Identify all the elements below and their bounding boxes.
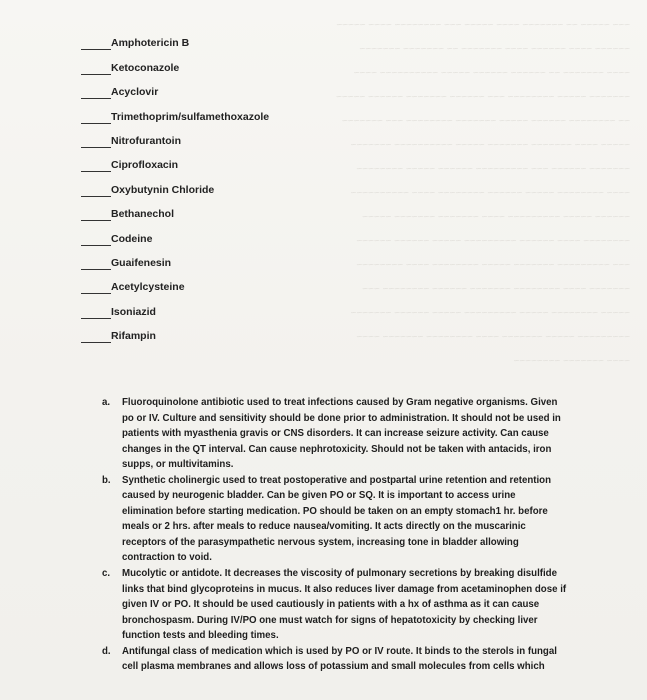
option-line: Mucolytic or antidote. It decreases the viscosity of pulmonary secretions by breaking disulfide	[122, 568, 557, 580]
drug-name: Amphotericin B	[111, 37, 190, 50]
option-line: links that bind glycoproteins in mucus. It also reduces liver damage from acetaminophen dose if	[122, 583, 567, 595]
answer-blank[interactable]	[81, 256, 111, 270]
option-letter: c.	[102, 568, 111, 580]
drug-name: Isoniazid	[111, 305, 156, 318]
answer-blank[interactable]	[81, 110, 111, 124]
drug-name: Ketoconazole	[111, 61, 180, 74]
answer-option-c	[102, 566, 602, 644]
answer-option-b	[102, 473, 602, 566]
answer-blank[interactable]	[81, 158, 111, 172]
match-row-nitrofurantoin	[81, 124, 481, 148]
match-row-isoniazid	[81, 294, 481, 318]
option-line: contraction to void.	[122, 552, 212, 564]
drug-name: Guaifenesin	[111, 256, 172, 269]
match-row-bethanechol	[81, 197, 481, 221]
answer-blank[interactable]	[81, 329, 111, 343]
match-row-acyclovir	[81, 75, 481, 99]
match-row-trimethoprim-sulfamethoxazole	[81, 99, 481, 123]
drug-name: Ciprofloxacin	[111, 159, 179, 172]
drug-name: Bethanechol	[111, 208, 175, 221]
drug-name: Acyclovir	[111, 86, 159, 99]
drug-name: Rifampin	[111, 330, 156, 343]
drug-name: Oxybutynin Chloride	[111, 183, 215, 196]
match-row-amphotericin-b	[81, 26, 481, 50]
option-line: given IV or PO. It should be used cautiously in patients with a hx of asthma as it can cause	[122, 599, 540, 611]
option-letter: b.	[102, 474, 111, 486]
answer-blank[interactable]	[81, 85, 111, 99]
answer-option-a	[102, 395, 602, 473]
option-text	[122, 473, 602, 566]
option-text	[122, 395, 602, 473]
option-line: cell plasma membranes and allows loss of potassium and small molecules from cells which	[122, 661, 545, 673]
option-line: Fluoroquinolone antibiotic used to treat infections caused by Gram negative organisms. Given	[122, 397, 558, 408]
answer-options-list	[102, 395, 602, 675]
option-line: Antifungal class of medication which is used by PO or IV route. It binds to the sterols in fungal	[122, 645, 557, 657]
option-line: supps, or multivitamins.	[122, 459, 234, 471]
option-text	[122, 566, 602, 644]
option-line: Synthetic cholinergic used to treat postoperative and postpartal urine retention and retention	[122, 474, 552, 486]
drug-name: Trimethoprim/sulfamethoxazole	[111, 110, 270, 123]
option-line: changes in the QT interval. Can cause nephrotoxicity. Should not be taken with antacids, iron	[122, 443, 552, 455]
option-line: po or IV. Culture and sensitivity should be done prior to administration. It should not be used in	[122, 412, 561, 424]
option-line: receptors of the parasympathetic nervous system, increasing tone in bladder allowing	[122, 536, 519, 548]
answer-blank[interactable]	[81, 134, 111, 148]
answer-blank[interactable]	[81, 232, 111, 246]
match-row-guaifenesin	[81, 246, 481, 270]
match-row-ketoconazole	[81, 50, 481, 74]
answer-blank[interactable]	[81, 280, 111, 294]
option-line: caused by neurogenic bladder. Can be given PO or SQ. It is important to access urine	[122, 490, 516, 502]
show-through-texture: ~~~ ~~~~~ ~~ ~~~~~~~ ~~~~ ~~~~~ ~~~ ~~~~~~~~ ~~~~ ~~~~~ ~~~~~~ ~~~~ ~~~~~~ ~~~~ ~~~~~~~ ~~ ~~~~~~~ ~~~~~~~ ~~~~ ~~~~~~~ ~~ ~~~~~~ ~~~~~~ ~~~~~ ~~~~~~~~~~ ~~~~ ~~~~~~~ ~~~~~ ~~~~~~~~ ~~~ ~~~~~~ ~~~~~~~ ~~~~~~ ~~~~~ ~~ ~~~~~~~~ ~~~~~~ ~~~~~ ~~~~~~~ ~~~~~~~~ ~~~ ~~~~~~~ ~~~~~ ~~~~ ~~~~~~~ ~~~~~~~ ~~~~~ ~~~~~~~~~~ ~~~~~~~ ~~~~~~~ ~~~~~~ ~~~ ~~~~~~~~~ ~~~~~~ ~~~~~ ~~~~~~~~ ~~~~ ~~~~~~~~ ~~~~~ ~~~~~~ ~~~~~~~~ ~~~~ ~~~~~~~~~~ ~~~~~~ ~~~~~ ~~~~~~~~~ ~~~~ ~~~~~~~ ~~~~~~~ ~~~~~ ~~~~~~~~ ~~~~ ~~~~~~ ~~~~~~~~~ ~~~~~ ~~~~~~ ~~~~~~ ~~~ ~~~~~~~~~ ~~~~~~~ ~~~~~ ~~~~~~~~ ~~~~ ~~~~~~~~ ~~~~~~~ ~~~~ ~~~~~~~~ ~~~~~~~ ~~~~~~ ~~~~~~~~ ~~~ ~~~~~ ~~~~~~~~ ~~~~~ ~~~~~~~~~ ~~~~~ ~~~~~~ ~~~~~~~ ~~~~~~~~~ ~~~~~ ~~~~~~~ ~~~~ ~~~~~~~~ ~~~~~~~ ~~~~ ~~~~ ~~~~~~~ ~~~~~~~~	[336, 20, 630, 367]
drug-name: Acetylcysteine	[111, 281, 185, 294]
option-letter: d.	[102, 645, 111, 657]
drug-name: Nitrofurantoin	[111, 134, 181, 147]
option-line: patients with myasthenia gravis or CNS disorders. It can increase seizure activity. Can cause	[122, 428, 549, 440]
match-row-codeine	[81, 221, 481, 245]
option-line: elimination before starting medication. PO should be taken on an empty stomach1 hr. before	[122, 505, 548, 517]
answer-blank[interactable]	[81, 183, 111, 197]
match-row-oxybutynin-chloride	[81, 172, 481, 196]
answer-blank[interactable]	[81, 36, 111, 50]
match-row-acetylcysteine	[81, 270, 481, 294]
option-line: meals or 2 hrs. after meals to reduce nausea/vomiting. It acts directly on the muscarinic	[122, 521, 526, 533]
option-letter: a.	[102, 397, 111, 408]
answer-blank[interactable]	[81, 305, 111, 319]
option-line: function tests and bleeding times.	[122, 630, 279, 642]
match-row-ciprofloxacin	[81, 148, 481, 172]
answer-blank[interactable]	[81, 207, 111, 221]
answer-blank[interactable]	[81, 61, 111, 75]
match-row-rifampin	[81, 319, 481, 343]
drug-name: Codeine	[111, 232, 153, 245]
answer-option-d	[102, 644, 602, 675]
option-line: bronchospasm. During IV/PO one must watch for signs of hepatotoxicity by checking liver	[122, 614, 538, 626]
matching-list	[81, 26, 481, 343]
option-text	[122, 644, 602, 675]
